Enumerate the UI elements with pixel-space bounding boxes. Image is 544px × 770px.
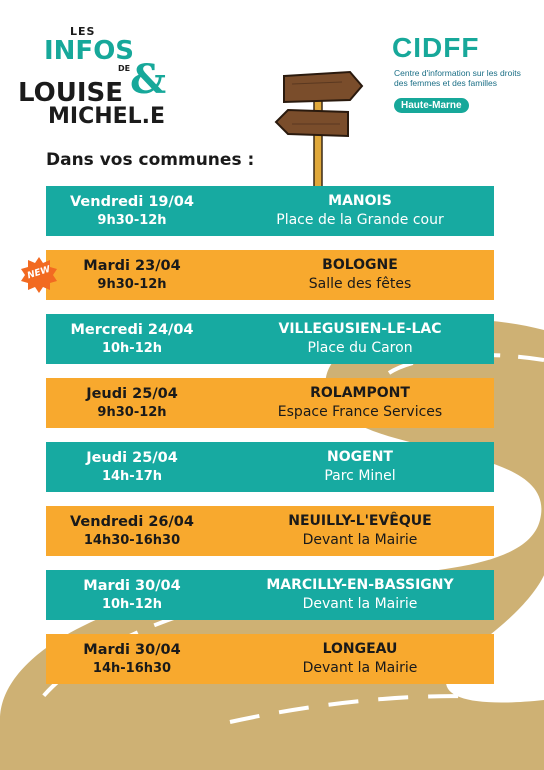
event-row — [46, 314, 494, 364]
event-row — [46, 442, 494, 492]
event-place: MARCILLY-EN-BASSIGNY — [266, 577, 454, 593]
event-where — [218, 192, 494, 230]
logo-louise: LOUISE — [18, 78, 124, 108]
event-where — [218, 384, 494, 422]
event-place: MANOIS — [328, 193, 392, 209]
event-place: ROLAMPONT — [310, 385, 410, 401]
logo-infos: INFOS — [44, 36, 135, 66]
event-time: 14h30-16h30 — [83, 532, 181, 548]
logo-michele: MICHEL.E — [48, 104, 166, 129]
event-when — [46, 513, 218, 550]
event-venue: Espace France Services — [277, 404, 443, 420]
event-place: BOLOGNE — [322, 257, 398, 273]
new-badge-label: NEW — [26, 264, 52, 282]
event-venue: Devant la Mairie — [302, 532, 418, 548]
event-date: Vendredi 26/04 — [69, 513, 194, 530]
event-place: NEUILLY-L'EVÊQUE — [288, 513, 432, 529]
event-time: 9h30-12h — [97, 276, 167, 292]
event-when — [46, 449, 218, 486]
event-time: 14h-16h30 — [92, 660, 172, 676]
cidff-title: CIDFF — [392, 32, 480, 63]
logo-de: DE — [118, 64, 131, 73]
event-venue: Parc Minel — [324, 468, 396, 484]
event-where — [218, 512, 494, 550]
event-time: 9h30-12h — [97, 212, 167, 228]
event-place: VILLEGUSIEN-LE-LAC — [278, 321, 442, 337]
event-when — [46, 321, 218, 358]
louise-michele-logo — [18, 20, 188, 130]
event-venue: Place du Caron — [307, 340, 413, 356]
event-when — [46, 193, 218, 230]
logo-les: LES — [70, 25, 96, 38]
event-date: Mardi 23/04 — [83, 257, 181, 274]
event-row — [46, 506, 494, 556]
event-time: 14h-17h — [101, 468, 163, 484]
cidff-subtitle: Centre d'information sur les droits des femmes et des familles — [394, 68, 521, 88]
event-time: 9h30-12h — [97, 404, 167, 420]
event-where — [218, 256, 494, 294]
cidff-logo — [390, 32, 520, 117]
event-place: LONGEAU — [322, 641, 398, 657]
event-venue: Place de la Grande cour — [276, 212, 444, 228]
event-row — [46, 634, 494, 684]
event-when — [46, 257, 218, 294]
event-when — [46, 641, 218, 678]
logo-ampersand: & — [130, 56, 167, 103]
event-date: Mercredi 24/04 — [70, 321, 194, 338]
events-list — [26, 186, 494, 698]
event-time: 10h-12h — [101, 596, 163, 612]
event-where — [218, 448, 494, 486]
event-row — [46, 378, 494, 428]
event-where — [218, 576, 494, 614]
signpost-icon — [270, 70, 370, 190]
cidff-region: Haute-Marne — [394, 98, 469, 113]
event-where — [218, 320, 494, 358]
event-row — [26, 250, 494, 300]
event-venue: Devant la Mairie — [302, 596, 418, 612]
event-date: Vendredi 19/04 — [69, 193, 194, 210]
event-time: 10h-12h — [101, 340, 163, 356]
event-when — [46, 385, 218, 422]
event-place: NOGENT — [327, 449, 393, 465]
event-date: Jeudi 25/04 — [86, 385, 178, 402]
event-where — [218, 640, 494, 678]
event-row — [46, 186, 494, 236]
event-venue: Salle des fêtes — [308, 276, 412, 292]
section-title: Dans vos communes : — [46, 150, 255, 170]
event-row — [46, 570, 494, 620]
event-date: Mardi 30/04 — [83, 641, 181, 658]
event-date: Mardi 30/04 — [83, 577, 181, 594]
new-badge — [20, 256, 58, 294]
event-when — [46, 577, 218, 614]
event-date: Jeudi 25/04 — [86, 449, 178, 466]
event-venue: Devant la Mairie — [302, 660, 418, 676]
